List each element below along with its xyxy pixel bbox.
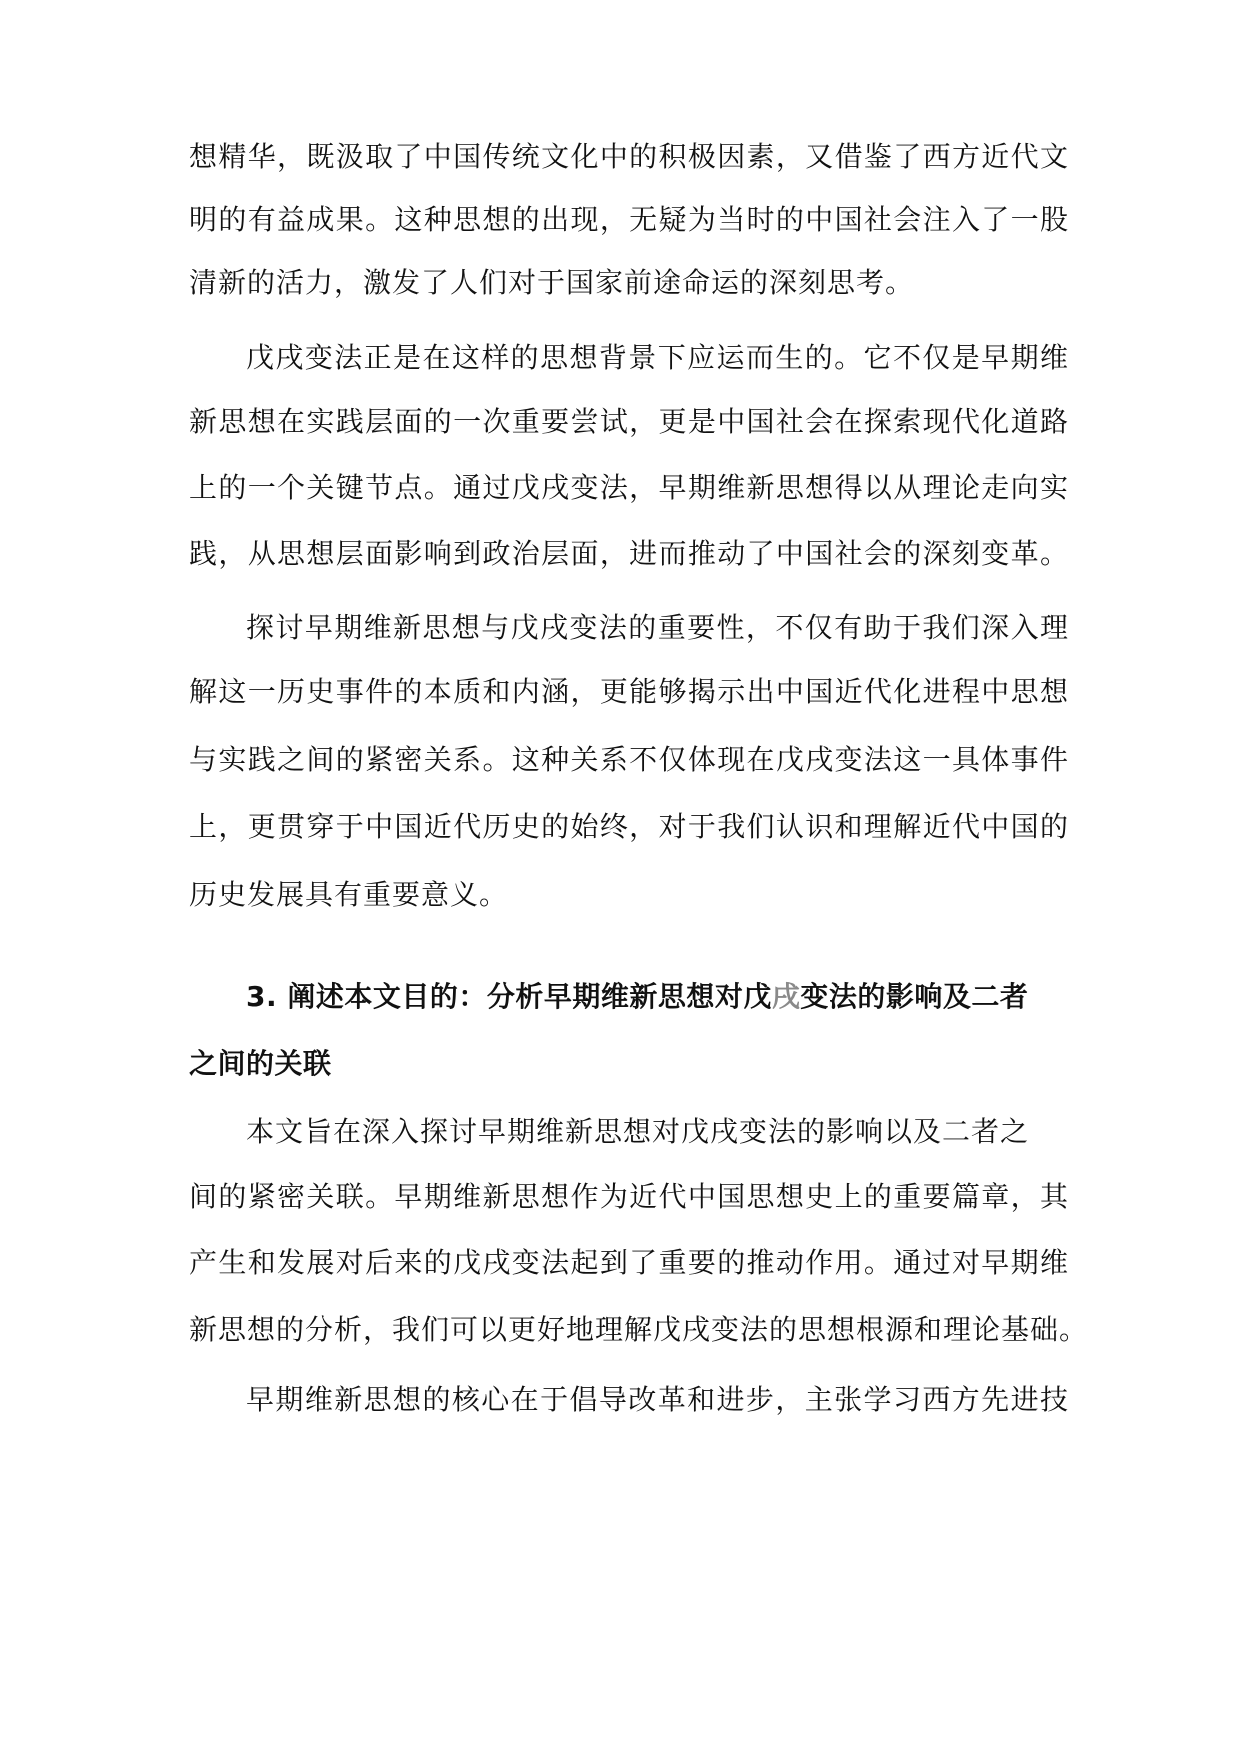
- paragraph-4-line-4: 新思想的分析，我们可以更好地理解戊戌变法的思想根源和理论基础。: [189, 1313, 1089, 1346]
- paragraph-1-line-3: 清新的活力，激发了人们对于国家前途命运的深刻思考。: [189, 266, 915, 299]
- paragraph-2-line-2: 新思想在实践层面的一次重要尝试，更是中国社会在探索现代化道路: [189, 405, 1069, 438]
- section-heading-gray-char: 戌: [771, 980, 801, 1013]
- paragraph-2-line-4: 践，从思想层面影响到政治层面，进而推动了中国社会的深刻变革。: [189, 537, 1069, 570]
- paragraph-3-line-1: 探讨早期维新思想与戊戌变法的重要性，不仅有助于我们深入理: [246, 611, 1069, 644]
- paragraph-4-line-1: 本文旨在深入探讨早期维新思想对戊戌变法的影响以及二者之: [246, 1115, 1030, 1148]
- paragraph-5-line-1: 早期维新思想的核心在于倡导改革和进步，主张学习西方先进技: [246, 1383, 1069, 1416]
- paragraph-1-line-2: 明的有益成果。这种思想的出现，无疑为当时的中国社会注入了一股: [189, 203, 1069, 236]
- section-heading-line-2: 之间的关联: [189, 1047, 332, 1080]
- section-heading-text-c: 变法的影响及二者: [800, 980, 1029, 1013]
- paragraph-3-line-2: 解这一历史事件的本质和内涵，更能够揭示出中国近代化进程中思想: [189, 675, 1069, 708]
- paragraph-1-line-1: 想精华，既汲取了中国传统文化中的积极因素，又借鉴了西方近代文: [189, 140, 1069, 173]
- paragraph-2-line-1: 戊戌变法正是在这样的思想背景下应运而生的。它不仅是早期维: [246, 341, 1069, 374]
- paragraph-2-line-3: 上的一个关键节点。通过戊戌变法，早期维新思想得以从理论走向实: [189, 471, 1069, 504]
- paragraph-4-line-3: 产生和发展对后来的戊戌变法起到了重要的推动作用。通过对早期维: [189, 1246, 1069, 1279]
- paragraph-4-line-2: 间的紧密关联。早期维新思想作为近代中国思想史上的重要篇章，其: [189, 1180, 1069, 1213]
- section-heading-text-a: 3. 阐述本文目的：分析早期维新思想对戊: [246, 980, 772, 1013]
- paragraph-3-line-4: 上，更贯穿于中国近代历史的始终，对于我们认识和理解近代中国的: [189, 810, 1069, 843]
- paragraph-3-line-5: 历史发展具有重要意义。: [189, 878, 509, 911]
- paragraph-3-line-3: 与实践之间的紧密关系。这种关系不仅体现在戊戌变法这一具体事件: [189, 743, 1069, 776]
- section-heading-line-1: [246, 977, 1069, 1017]
